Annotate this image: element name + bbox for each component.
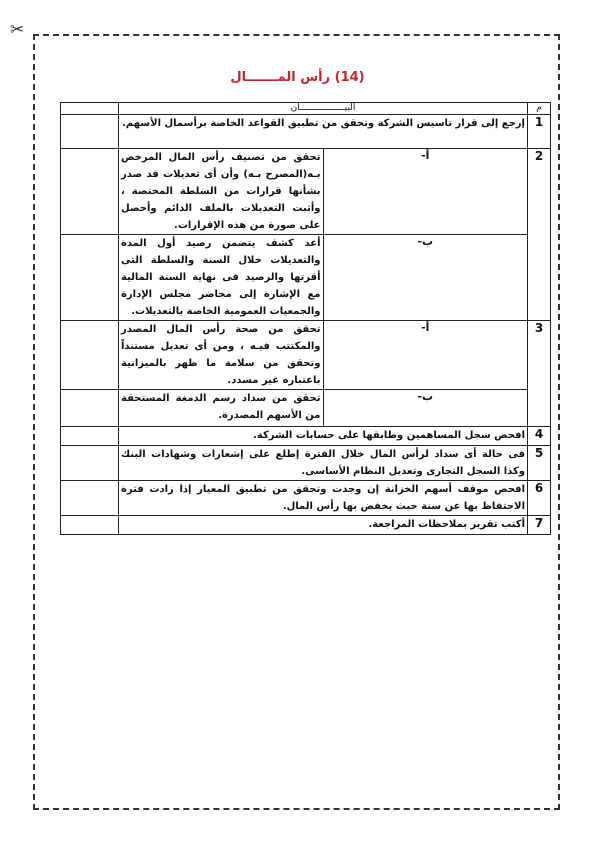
table-row (61, 235, 551, 321)
row-number: 7 (528, 516, 551, 535)
audit-steps-table (60, 102, 551, 535)
row-number: 4 (528, 427, 551, 446)
row-sub-label: أ- (323, 149, 528, 235)
row-text: تحقق من سداد رسم الدمغة المستحقة من الأسهم المصدرة. (119, 390, 324, 427)
row-number: 3 (528, 321, 551, 427)
table-row (61, 427, 551, 446)
table-row (61, 149, 551, 235)
row-number: 6 (528, 481, 551, 516)
row-number: 5 (528, 446, 551, 481)
scissors-icon: ✂ (10, 20, 25, 40)
row-blank-cell (61, 149, 119, 235)
row-blank-cell (61, 516, 119, 535)
row-blank-cell (61, 235, 119, 321)
row-text: تحقق من تصنيف رأس المال المرخص بـه(المصرح بـه) وأن أى تعديلات قد صدر بشأنها قرارات من السلطة المختصة ، وأثبت التعديلات بالملف الدائم وأحصل على صورة من هذه الإقرارات. (119, 149, 324, 235)
header-statement: البيـــــــــــــــــان (119, 103, 528, 115)
table-header-row (61, 103, 551, 115)
row-text: افحص سجل المساهمين وطابقها على حسابات الشركة. (119, 427, 528, 446)
table-row (61, 481, 551, 516)
header-blank-cell (61, 103, 119, 115)
row-blank-cell (61, 390, 119, 427)
table-row (61, 115, 551, 149)
row-text: افحص موقف أسهم الخزانة إن وجدت وتحقق من تطبيق المعيار إذا زادت فترة الاحتفاظ بها عن سنة حيث يخفض بها رأس المال. (119, 481, 528, 516)
table-row (61, 321, 551, 390)
row-text: تحقق من صحة رأس المال المصدر والمكتتب فيـه ، ومن أى تعديل مستنداً وتحقق من سلامة ما ظهر بالميزانية باعتباره غير مسدد. (119, 321, 324, 390)
row-blank-cell (61, 115, 119, 149)
row-blank-cell (61, 321, 119, 390)
row-text: إرجع إلى قرار تاسيس الشركة وتحقق من تطبيق القواعد الخاصة برأسمال الأسهم. (119, 115, 528, 149)
row-sub-label: ب- (323, 235, 528, 321)
page-title: (14) رأس المـــــــال (230, 70, 365, 85)
row-text: فى حالة أى سداد لرأس المال خلال الفترة إطلع على إشعارات وشهادات البنك وكذا السجل التجارى وتعديل النظام الأساسى. (119, 446, 528, 481)
table-row (61, 446, 551, 481)
header-number: م (528, 103, 551, 115)
row-number: 2 (528, 149, 551, 321)
row-blank-cell (61, 481, 119, 516)
table-row (61, 516, 551, 535)
row-text: أكتب تقرير بملاحظات المراجعة. (119, 516, 528, 535)
row-blank-cell (61, 446, 119, 481)
row-sub-label: ب- (323, 390, 528, 427)
table-row (61, 390, 551, 427)
row-text: أعد كشف يتضمن رصيد أول المدة والتعديلات خلال السنة والسلطة التى أقرتها والرصيد فى نهاية السنة المالية مع الإشارة إلى محاضر مجلس الإدارة والجمعيات العمومية الخاصة بالتعديلات. (119, 235, 324, 321)
row-number: 1 (528, 115, 551, 149)
row-sub-label: أ- (323, 321, 528, 390)
row-blank-cell (61, 427, 119, 446)
